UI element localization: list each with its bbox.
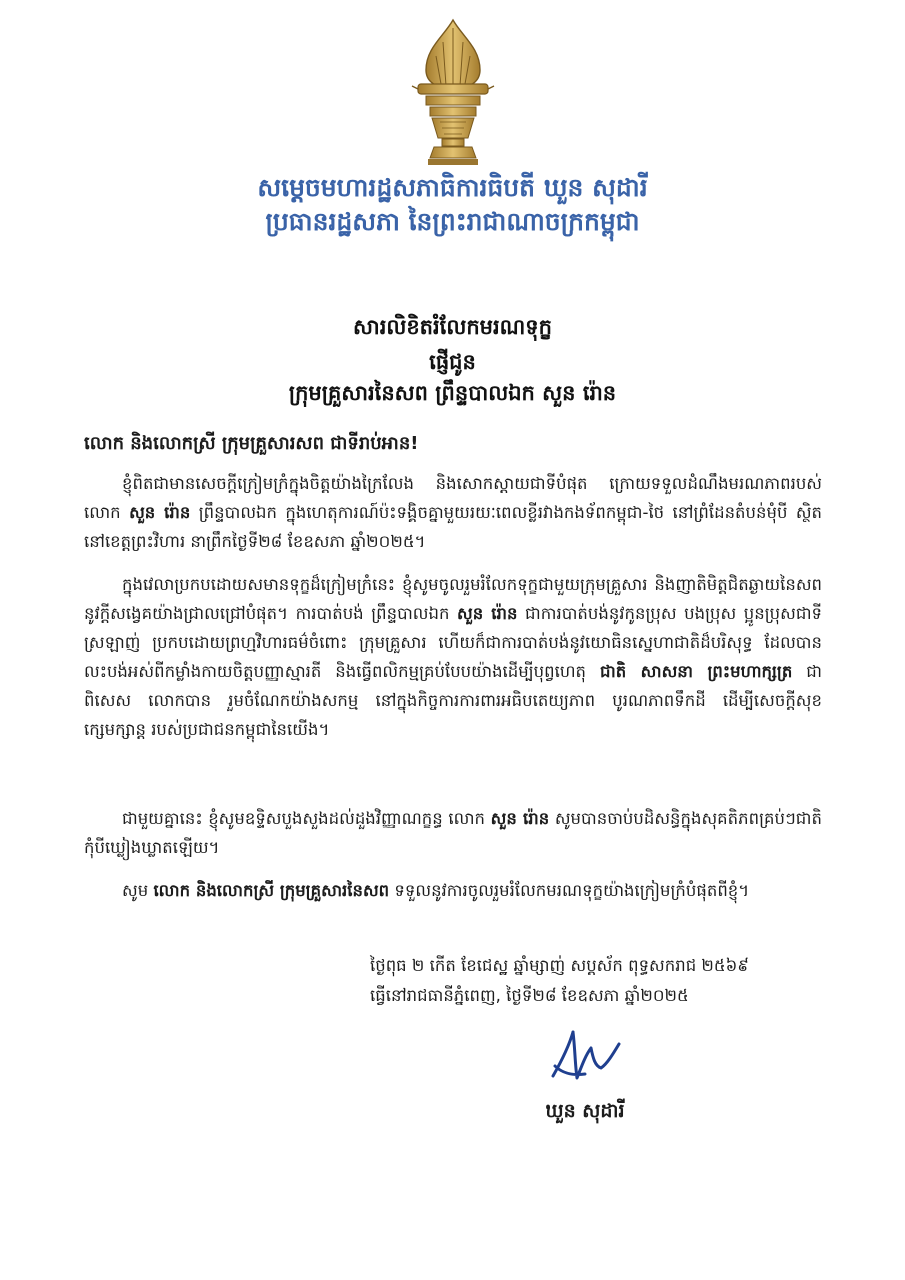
body-paragraph-4: [84, 876, 822, 905]
body-paragraph-3: [84, 804, 822, 862]
deceased-name: សួន រ៉ោន: [490, 809, 550, 828]
letter-heading-title: សារលិខិតរំលែកមរណទុក្ខ: [353, 315, 552, 339]
paragraph-text: ជាមួយគ្នានេះ ខ្ញុំសូមឧទ្ទិសបួងសួងដល់ដួងវិញ្ញាណក្ខន្ធ លោក: [122, 809, 486, 828]
signature-icon: [545, 1026, 635, 1086]
royal-emblem-icon: [410, 18, 496, 168]
paragraph-text: ទទួលនូវការចូលរួមរំលែកមរណទុក្ខយ៉ាងក្រៀមក្រំបំផុតពីខ្ញុំ។: [394, 881, 750, 900]
office-subtitle: ប្រធានរដ្ឋសភា នៃព្រះរាជាណាចក្រកម្ពុជា: [265, 207, 640, 236]
paragraph-text: សូម: [122, 881, 149, 900]
deceased-name: សួន រ៉ោន: [129, 503, 191, 522]
paragraph-text: ជាពិសេស លោកបាន រួមចំណែកយ៉ាងសកម្ម នៅក្នុងកិច្ចការការពារអធិបតេយ្យភាព បូរណភាពទឹកដី ដើម្បីសេចក្តីសុខក្សេមក្សាន្ត របស់ប្រជាជនកម្ពុជានៃយើង។: [84, 662, 822, 739]
signer-name: ឃួន សុដារី: [545, 1100, 625, 1122]
paragraph-text: ខ្ញុំពិតជាមានសេចក្តីក្រៀមក្រំក្នុងចិត្តយ៉ាងក្រៃលែង និងសោកស្តាយជាទីបំផុត ក្រោយទទួលដំណឹងមរណភាពរបស់លោក: [84, 474, 822, 522]
body-paragraph-2: [84, 570, 822, 744]
family-address: លោក និងលោកស្រី ក្រុមគ្រួសារនៃសព: [153, 881, 390, 900]
letter-heading-recipient: ក្រុមគ្រួសារនៃសព ព្រឹន្ទបាលឯក សួន រ៉ោន: [288, 381, 617, 405]
body-paragraph-1: [84, 469, 822, 556]
paragraph-text: ព្រឹន្ទបាលឯក ក្នុងហេតុការណ៍ប៉ះទង្គិចគ្នាមួយរយៈពេលខ្លីរវាងកងទ័ពកម្ពុជា-ថៃ នៅព្រំដែនតំបន់មុំបី ស្ថិតនៅខេត្តព្រះវិហារ នាព្រឹកថ្ងៃទី២៨ ខែឧសភា ឆ្នាំ២០២៥។: [84, 503, 823, 551]
salutation: លោក និងលោកស្រី ក្រុមគ្រួសារសព ជាទីរាប់អាន!: [84, 433, 419, 454]
paragraph-text: ក្នុងវេលាប្រកបដោយសមានទុក្ខដ៏ក្រៀមក្រំនេះ ខ្ញុំសូមចូលរួមរំលែកទុក្ខជាមួយក្រុមគ្រួសារ និងញាតិមិត្តជិតឆ្ងាយនៃសព នូវក្តីសង្វេគយ៉ាងជ្រាលជ្រៅបំផុត។ ការបាត់បង់ ព្រឹន្ទបាលឯក: [84, 575, 822, 623]
deceased-name: សួន រ៉ោន: [457, 604, 518, 623]
office-title: សម្តេចមហារដ្ឋសភាធិការធិបតី ឃួន សុដារី: [257, 173, 648, 202]
lunar-date: ថ្ងៃពុធ ២ កើត ខែជេស្ឋ ឆ្នាំម្សាញ់ សប្តស័ក ពុទ្ធសករាជ ២៥៦៩: [370, 956, 749, 975]
national-motto: ជាតិ សាសនា ព្រះមហាក្សត្រ: [600, 662, 793, 681]
paragraph-text: សូមបានចាប់បដិសន្ធិក្នុងសុគតិភពគ្រប់ៗជាតិ កុំបីឃ្លៀងឃ្លាតឡើយ។: [84, 809, 822, 857]
paragraph-text: ជាការបាត់បង់នូវកូនប្រុស បងប្រុស ប្អូនប្រុសជាទីស្រឡាញ់ ប្រកបដោយព្រហ្មវិហារធម៌ចំពោះ ក្រុមគ្រួសារ ហើយក៏ជាការបាត់បង់នូវយោធិនស្នេហាជាតិដ៏បរិសុទ្ធ ដែលបានលះបង់អស់ពីកម្លាំងកាយចិត្តបញ្ញាស្មារតី និងធ្វើពលិកម្មគ្រប់បែបយ៉ាងដើម្បីបុព្វហេតុ: [84, 604, 823, 681]
letter-heading-to: ផ្ញើជូន: [429, 350, 476, 374]
place-and-date: ធ្វើនៅរាជធានីភ្នំពេញ, ថ្ងៃទី២៨ ខែឧសភា ឆ្នាំ២០២៥: [370, 986, 689, 1005]
